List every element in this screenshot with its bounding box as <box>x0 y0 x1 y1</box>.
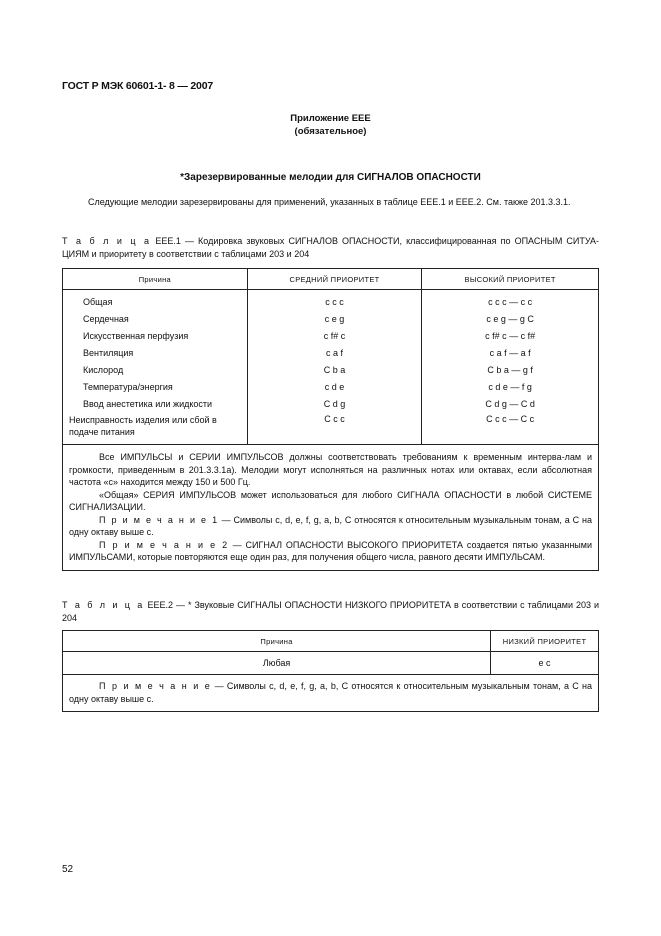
table2-note-text: — Символы c, d, e, f, g, a, b, C относятся к относительным музыкальным тонам, а С на одну октаву выше c. <box>69 681 592 704</box>
note-2-text: — СИГНАЛ ОПАСНОСТИ ВЫСОКОГО ПРИОРИТЕТА создается пятью указанными ИМПУЛЬСАМИ, которые повторяются еще один раз, для получения общего числа, равного десяти ИМПУЛЬСАМ. <box>69 539 592 562</box>
table1-caption <box>62 235 599 260</box>
note-1-text: — Символы c, d, e, f, g, a, b, C относятся к относительным музыкальным тонам, а С на одну октаву выше с. <box>69 514 592 537</box>
table2-caption <box>62 599 599 624</box>
note-2 <box>69 539 592 564</box>
cell-high: c a f — a f <box>422 344 599 361</box>
table-row <box>63 395 599 412</box>
cell-cause: Вентиляция <box>63 344 248 361</box>
note-2-label: П р и м е ч а н и е 2 <box>99 539 229 550</box>
cell-medium: C c c <box>247 412 422 445</box>
cell-high: c e g — g C <box>422 310 599 327</box>
cell-cause: Общая <box>63 290 248 311</box>
cell-cause: Ввод анестетика или жидкости <box>63 395 248 412</box>
cell-cause: Любая <box>63 652 491 675</box>
cell-medium: c f# c <box>247 327 422 344</box>
document-id: ГОСТ Р МЭК 60601-1- 8 — 2007 <box>62 80 213 92</box>
table2-caption-prefix: Т а б л и ц а <box>62 600 145 610</box>
table1-caption-prefix: Т а б л и ц а <box>62 236 152 246</box>
table1-grid <box>62 268 599 445</box>
cell-medium: c c c <box>247 290 422 311</box>
cell-high: c d e — f g <box>422 378 599 395</box>
annex-status: (обязательное) <box>294 126 367 137</box>
table-row <box>63 378 599 395</box>
section-title: *Зарезервированные мелодии для СИГНАЛОВ ОПАСНОСТИ <box>180 172 481 183</box>
table-row <box>63 327 599 344</box>
cell-medium: c d e <box>247 378 422 395</box>
table2-caption-text: ЕЕЕ.2 — * Звуковые СИГНАЛЫ ОПАСНОСТИ НИЗКОГО ПРИОРИТЕТА в соответствии с таблицами 203 и 204 <box>62 600 600 623</box>
cell-high: c f# c — c f# <box>422 327 599 344</box>
note-1-label: П р и м е ч а н и е 1 <box>99 514 219 525</box>
table1 <box>62 268 599 571</box>
cell-cause: Искусственная перфузия <box>63 327 248 344</box>
cell-high: C d g — C d <box>422 395 599 412</box>
page-number: 52 <box>62 864 74 875</box>
table1-notes <box>62 445 599 571</box>
cell-medium: C b a <box>247 361 422 378</box>
table2-grid <box>62 630 599 675</box>
table-row <box>63 290 599 311</box>
intro-paragraph: Следующие мелодии зарезервированы для применений, указанных в таблице ЕЕЕ.1 и ЕЕЕ.2. См. также 201.3.3.1. <box>88 197 571 207</box>
cell-medium: C d g <box>247 395 422 412</box>
cell-high: C b a — g f <box>422 361 599 378</box>
table2-note-label: П р и м е ч а н и е <box>99 681 212 691</box>
table1-caption-text: ЕЕЕ.1 — Кодировка звуковых СИГНАЛОВ ОПАСНОСТИ, классифицированная по ОПАСНЫМ СИТУА-ЦИЯМ и приоритету в соответствии с таблицами 203 и 204 <box>62 236 599 259</box>
table2-note-paragraph <box>69 680 592 705</box>
cell-medium: c a f <box>247 344 422 361</box>
table2-header-cause: Причина <box>63 631 491 652</box>
table1-header-high: ВЫСОКИЙ ПРИОРИТЕТ <box>422 269 599 290</box>
table-row <box>63 310 599 327</box>
cell-high: c c c — c c <box>422 290 599 311</box>
table-row <box>63 344 599 361</box>
note-paragraph: «Общая» СЕРИЯ ИМПУЛЬСОВ может использоваться для любого СИГНАЛА ОПАСНОСТИ в любой СИСТЕМЕ СИГНАЛИЗАЦИИ. <box>69 489 592 512</box>
cell-high: C c c — C c <box>422 412 599 445</box>
cell-cause: Неисправность изделия или сбой в подаче питания <box>63 412 248 445</box>
note-1 <box>69 514 592 539</box>
table-row <box>63 412 599 445</box>
table1-header-medium: СРЕДНИЙ ПРИОРИТЕТ <box>247 269 422 290</box>
table2 <box>62 630 599 712</box>
cell-medium: c e g <box>247 310 422 327</box>
cell-cause: Сердечная <box>63 310 248 327</box>
cell-cause: Температура/энергия <box>63 378 248 395</box>
note-paragraph: Все ИМПУЛЬСЫ и СЕРИИ ИМПУЛЬСОВ должны соответствовать требованиям к временным интерва-лам и громкости, приведенным в 201.3.3.1а). Мелодии могут исполняться на различных нотах или октавах, если абсолютная частота «с» находится между 150 и 500 Гц. <box>69 452 592 487</box>
cell-cause: Кислород <box>63 361 248 378</box>
table2-header-low: НИЗКИЙ ПРИОРИТЕТ <box>491 631 599 652</box>
table-row <box>63 361 599 378</box>
table1-header-cause: Причина <box>63 269 248 290</box>
table2-note <box>62 675 599 712</box>
table-row <box>63 652 599 675</box>
annex-title: Приложение ЕЕЕ <box>290 113 371 124</box>
cell-low: e c <box>491 652 599 675</box>
